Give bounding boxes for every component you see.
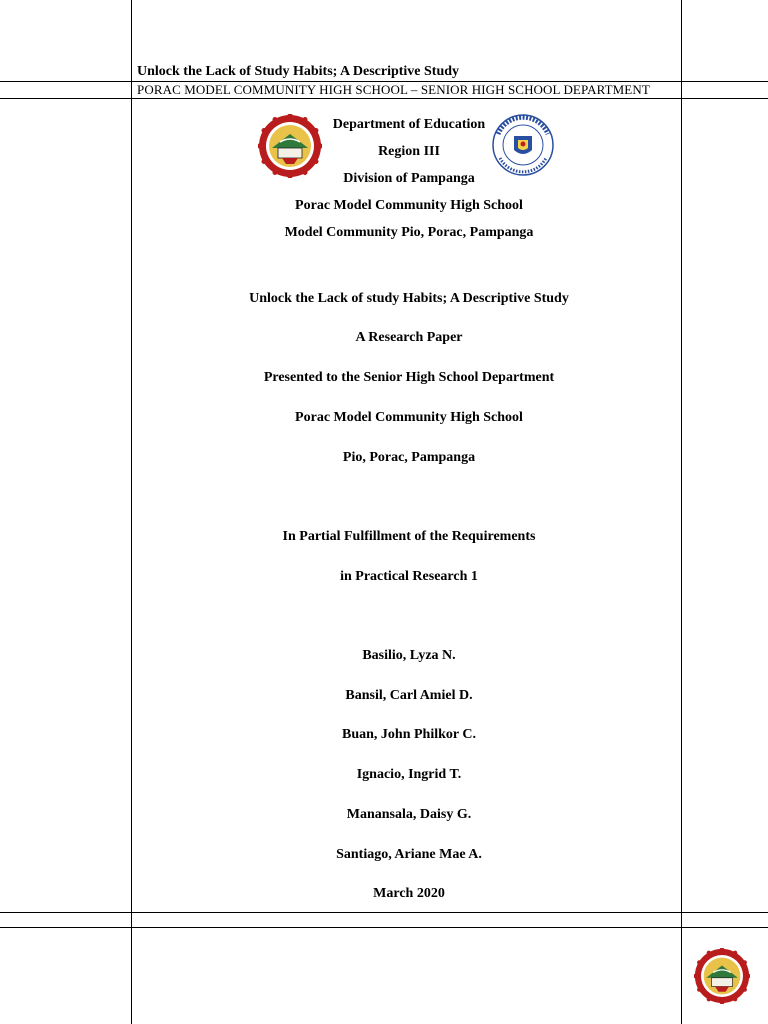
author-name: Ignacio, Ingrid T. [356, 767, 462, 782]
fulfillment-line-2: in Practical Research 1 [340, 569, 478, 584]
left-margin-line [131, 0, 132, 1024]
paper-school: Porac Model Community High School [295, 410, 523, 425]
author-name: Buan, John Philkor C. [342, 727, 476, 742]
header-department: PORAC MODEL COMMUNITY HIGH SCHOOL – SENIOR HIGH SCHOOL DEPARTMENT [137, 82, 650, 97]
header-rule-bottom [0, 98, 768, 99]
institution-line-1: Department of Education [332, 117, 486, 132]
footer-rule-bottom [0, 927, 768, 928]
author-name: Manansala, Daisy G. [346, 807, 472, 822]
institution-line-5: Model Community Pio, Porac, Pampanga [284, 225, 534, 240]
paper-type: A Research Paper [355, 330, 463, 345]
submission-date: March 2020 [373, 886, 445, 901]
paper-title: Unlock the Lack of study Habits; A Descriptive Study [249, 291, 569, 306]
fulfillment-line-1: In Partial Fulfillment of the Requirements [282, 529, 536, 544]
paper-location: Pio, Porac, Pampanga [342, 450, 476, 465]
footer-school-seal-logo [694, 948, 750, 1004]
author-name: Santiago, Ariane Mae A. [336, 847, 482, 862]
author-name: Bansil, Carl Amiel D. [345, 688, 473, 703]
institution-line-3: Division of Pampanga [343, 171, 475, 186]
institution-line-2: Region III [378, 144, 440, 159]
right-margin-line [681, 0, 682, 1024]
author-name: Basilio, Lyza N. [362, 648, 456, 663]
footer-rule-top [0, 912, 768, 913]
paper-presented: Presented to the Senior High School Department [263, 370, 555, 385]
header-title: Unlock the Lack of Study Habits; A Descriptive Study [137, 64, 460, 79]
institution-line-4: Porac Model Community High School [295, 198, 523, 213]
